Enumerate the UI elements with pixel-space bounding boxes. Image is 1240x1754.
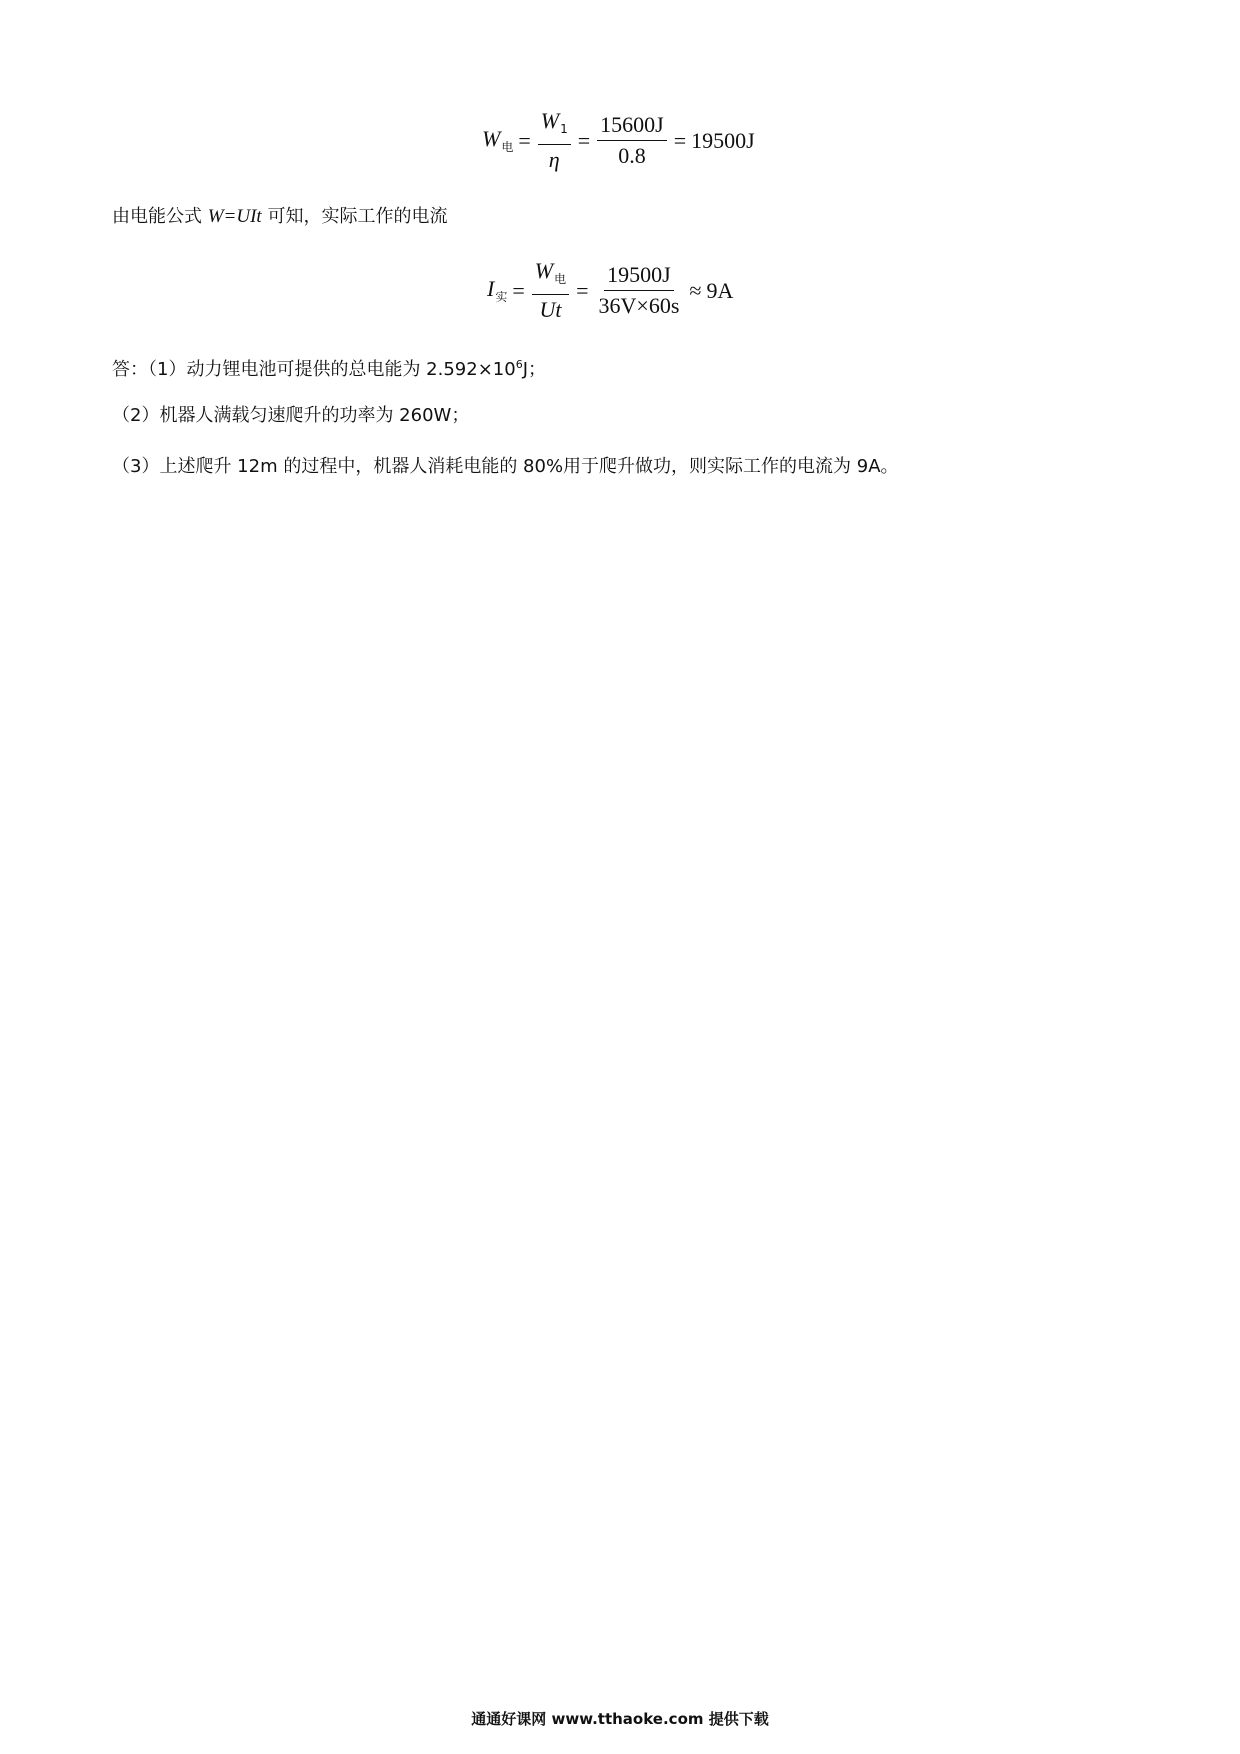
eq1-fraction-values: $\frac{15600J}{0.8}$ <box>597 112 667 169</box>
equation-electric-energy <box>482 108 755 173</box>
page-footer: 通通好课网 www.tthaoke.com 提供下载 <box>471 1710 769 1728</box>
eq1-lhs: $W_电$ <box>482 126 514 154</box>
eq1-equals-3: = <box>673 127 687 153</box>
eq2-result: 9A <box>706 277 734 303</box>
equation-actual-current <box>487 258 733 323</box>
eq2-fraction-energy-over-ut: $\frac{W_电}{Ut}$ <box>532 258 569 323</box>
eq1-result: 19500J <box>691 127 755 153</box>
formula-w-uit: W=UIt <box>207 206 262 227</box>
eq1-equals: = <box>518 127 531 153</box>
eq2-equals-2: = <box>576 277 589 303</box>
eq2-lhs: $I_实$ <box>487 276 508 304</box>
answer-line-2: （2）机器人满载匀速爬升的功率为 260W； <box>112 405 470 426</box>
eq2-equals: = <box>512 277 525 303</box>
answer-line-1: 答：（1）动力锂电池可提供的总电能为 $2.592\times 10^6J$； <box>112 358 547 380</box>
eq1-equals-2: = <box>577 127 591 153</box>
text-electric-formula-line: 由电能公式 W=UIt 可知，实际工作的电流 <box>112 206 448 227</box>
eq1-fraction-work-over-efficiency: $\frac{W_1}{\eta}$ <box>538 108 571 173</box>
eq2-approx: ≈ <box>689 277 702 303</box>
answer-line-3: （3）上述爬升 12m 的过程中，机器人消耗电能的 80%用于爬升做功，则实际工作的电流为 9A。 <box>112 456 899 477</box>
eq2-fraction-values: $\frac{19500J}{36V\times 60s}$ <box>598 262 680 318</box>
